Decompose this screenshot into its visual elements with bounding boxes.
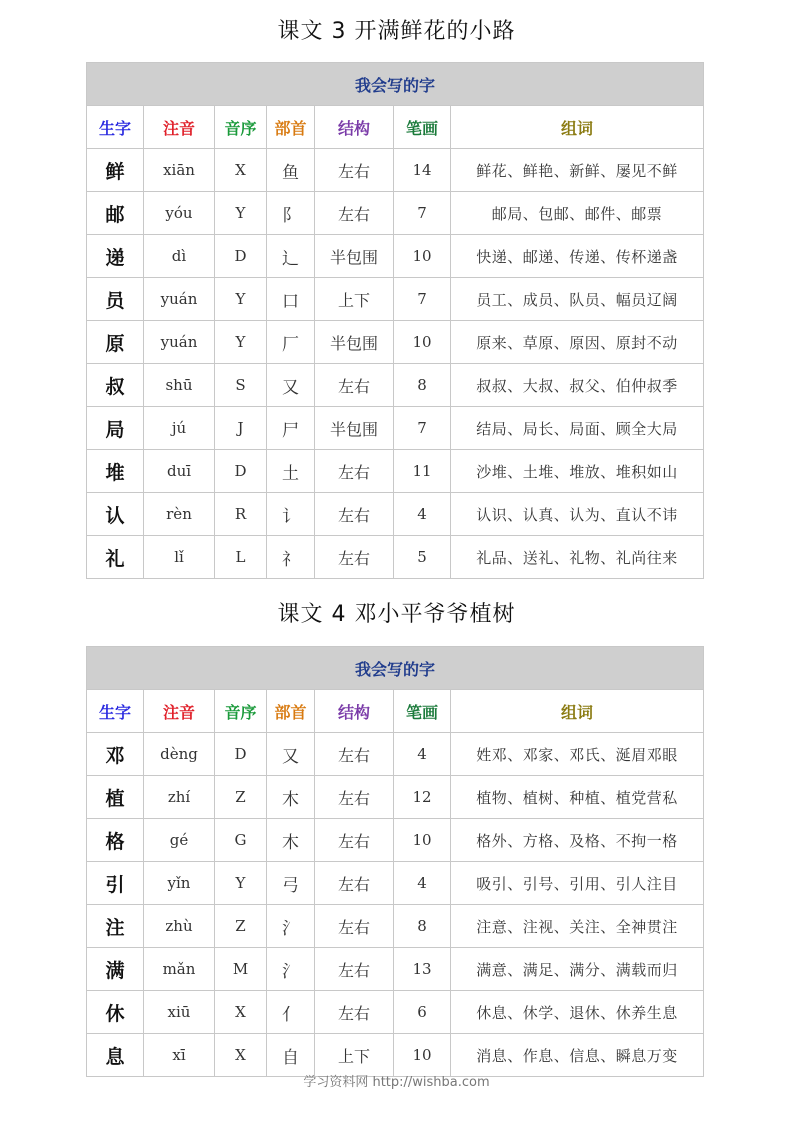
cell-strokes: 13 [394, 948, 451, 991]
table-row [87, 776, 704, 819]
cell-strokes: 7 [394, 192, 451, 235]
cell-strokes: 12 [394, 776, 451, 819]
cell-radical: 亻 [267, 991, 315, 1034]
cell-char: 递 [87, 235, 144, 278]
cell-words: 邮局、包邮、邮件、邮票 [451, 192, 704, 235]
cell-char: 礼 [87, 536, 144, 579]
cell-structure: 左右 [315, 733, 394, 776]
cell-radical: 礻 [267, 536, 315, 579]
table-row [87, 905, 704, 948]
cell-structure: 上下 [315, 278, 394, 321]
cell-char: 堆 [87, 450, 144, 493]
cell-radical: 自 [267, 1034, 315, 1077]
cell-order: S [215, 364, 267, 407]
cell-words: 结局、局长、局面、顾全大局 [451, 407, 704, 450]
column-header-radical: 部首 [267, 106, 315, 149]
cell-pinyin: yuán [144, 321, 215, 364]
cell-structure: 半包围 [315, 235, 394, 278]
cell-radical: 土 [267, 450, 315, 493]
cell-pinyin: jú [144, 407, 215, 450]
table-row [87, 192, 704, 235]
cell-words: 原来、草原、原因、原封不动 [451, 321, 704, 364]
cell-radical: 口 [267, 278, 315, 321]
cell-strokes: 8 [394, 905, 451, 948]
cell-structure: 半包围 [315, 321, 394, 364]
cell-order: Z [215, 776, 267, 819]
cell-words: 休息、休学、退休、休养生息 [451, 991, 704, 1034]
banner-row [87, 647, 704, 690]
cell-strokes: 4 [394, 493, 451, 536]
column-header-order: 音序 [215, 106, 267, 149]
table-row [87, 149, 704, 192]
cell-strokes: 5 [394, 536, 451, 579]
cell-char: 注 [87, 905, 144, 948]
cell-words: 鲜花、鲜艳、新鲜、屡见不鲜 [451, 149, 704, 192]
lesson-4-title: 课文 4 邓小平爷爷植树 [277, 602, 516, 627]
cell-words: 注意、注视、关注、全神贯注 [451, 905, 704, 948]
cell-strokes: 7 [394, 278, 451, 321]
cell-words: 礼品、送礼、礼物、礼尚往来 [451, 536, 704, 579]
cell-char: 邓 [87, 733, 144, 776]
cell-order: D [215, 235, 267, 278]
cell-strokes: 6 [394, 991, 451, 1034]
cell-strokes: 4 [394, 733, 451, 776]
lesson-3-table [86, 62, 704, 579]
cell-pinyin: yóu [144, 192, 215, 235]
lesson-4-table [86, 646, 704, 1077]
cell-char: 息 [87, 1034, 144, 1077]
cell-words: 沙堆、土堆、堆放、堆积如山 [451, 450, 704, 493]
cell-words: 员工、成员、队员、幅员辽阔 [451, 278, 704, 321]
cell-char: 原 [87, 321, 144, 364]
header-row [87, 106, 704, 149]
cell-radical: 阝 [267, 192, 315, 235]
cell-structure: 左右 [315, 493, 394, 536]
cell-order: D [215, 450, 267, 493]
cell-structure: 左右 [315, 450, 394, 493]
cell-strokes: 14 [394, 149, 451, 192]
banner-row [87, 63, 704, 106]
cell-order: X [215, 1034, 267, 1077]
cell-pinyin: rèn [144, 493, 215, 536]
column-header-char: 生字 [87, 690, 144, 733]
table-row [87, 493, 704, 536]
column-header-pinyin: 注音 [144, 690, 215, 733]
cell-order: Y [215, 192, 267, 235]
cell-char: 植 [87, 776, 144, 819]
footer-watermark: 学习资料网 http://wishba.com [303, 1075, 490, 1090]
cell-words: 满意、满足、满分、满载而归 [451, 948, 704, 991]
cell-pinyin: zhí [144, 776, 215, 819]
cell-structure: 左右 [315, 149, 394, 192]
cell-strokes: 10 [394, 321, 451, 364]
cell-structure: 左右 [315, 948, 394, 991]
cell-char: 引 [87, 862, 144, 905]
table-row [87, 991, 704, 1034]
cell-order: R [215, 493, 267, 536]
cell-radical: 又 [267, 364, 315, 407]
cell-structure: 左右 [315, 192, 394, 235]
cell-words: 植物、植树、种植、植党营私 [451, 776, 704, 819]
cell-structure: 左右 [315, 905, 394, 948]
cell-radical: 又 [267, 733, 315, 776]
cell-char: 鲜 [87, 149, 144, 192]
cell-pinyin: yǐn [144, 862, 215, 905]
cell-strokes: 10 [394, 235, 451, 278]
cell-order: L [215, 536, 267, 579]
cell-radical: 厂 [267, 321, 315, 364]
table-row [87, 278, 704, 321]
cell-order: Y [215, 278, 267, 321]
cell-order: M [215, 948, 267, 991]
cell-radical: 讠 [267, 493, 315, 536]
cell-char: 认 [87, 493, 144, 536]
cell-structure: 左右 [315, 776, 394, 819]
header-row [87, 690, 704, 733]
cell-structure: 左右 [315, 819, 394, 862]
column-header-words: 组词 [451, 106, 704, 149]
cell-radical: 尸 [267, 407, 315, 450]
cell-pinyin: xiān [144, 149, 215, 192]
cell-char: 局 [87, 407, 144, 450]
cell-structure: 左右 [315, 364, 394, 407]
cell-structure: 左右 [315, 991, 394, 1034]
table-row [87, 450, 704, 493]
column-header-radical: 部首 [267, 690, 315, 733]
cell-pinyin: lǐ [144, 536, 215, 579]
cell-pinyin: zhù [144, 905, 215, 948]
cell-order: J [215, 407, 267, 450]
cell-radical: 木 [267, 776, 315, 819]
cell-order: D [215, 733, 267, 776]
column-header-structure: 结构 [315, 106, 394, 149]
cell-order: Z [215, 905, 267, 948]
table-row [87, 948, 704, 991]
table-row [87, 862, 704, 905]
cell-strokes: 11 [394, 450, 451, 493]
column-header-strokes: 笔画 [394, 690, 451, 733]
cell-structure: 半包围 [315, 407, 394, 450]
cell-strokes: 10 [394, 1034, 451, 1077]
cell-radical: 辶 [267, 235, 315, 278]
column-header-pinyin: 注音 [144, 106, 215, 149]
cell-char: 满 [87, 948, 144, 991]
cell-structure: 左右 [315, 862, 394, 905]
cell-char: 员 [87, 278, 144, 321]
cell-words: 吸引、引号、引用、引人注目 [451, 862, 704, 905]
cell-pinyin: xiū [144, 991, 215, 1034]
cell-pinyin: duī [144, 450, 215, 493]
table-banner: 我会写的字 [87, 63, 704, 106]
cell-radical: 木 [267, 819, 315, 862]
table-row [87, 364, 704, 407]
cell-radical: 弓 [267, 862, 315, 905]
cell-words: 姓邓、邓家、邓氏、涎眉邓眼 [451, 733, 704, 776]
cell-char: 叔 [87, 364, 144, 407]
cell-words: 认识、认真、认为、直认不讳 [451, 493, 704, 536]
table-row [87, 321, 704, 364]
table-row [87, 733, 704, 776]
cell-words: 格外、方格、及格、不拘一格 [451, 819, 704, 862]
cell-words: 叔叔、大叔、叔父、伯仲叔季 [451, 364, 704, 407]
cell-radical: 氵 [267, 948, 315, 991]
column-header-strokes: 笔画 [394, 106, 451, 149]
cell-strokes: 10 [394, 819, 451, 862]
column-header-char: 生字 [87, 106, 144, 149]
cell-structure: 上下 [315, 1034, 394, 1077]
cell-order: X [215, 149, 267, 192]
table-row [87, 536, 704, 579]
cell-strokes: 4 [394, 862, 451, 905]
cell-pinyin: gé [144, 819, 215, 862]
cell-strokes: 8 [394, 364, 451, 407]
cell-char: 格 [87, 819, 144, 862]
cell-words: 快递、邮递、传递、传杯递盏 [451, 235, 704, 278]
cell-words: 消息、作息、信息、瞬息万变 [451, 1034, 704, 1077]
column-header-order: 音序 [215, 690, 267, 733]
cell-order: G [215, 819, 267, 862]
cell-structure: 左右 [315, 536, 394, 579]
table-row [87, 235, 704, 278]
column-header-words: 组词 [451, 690, 704, 733]
table-row [87, 407, 704, 450]
table-row [87, 819, 704, 862]
cell-char: 邮 [87, 192, 144, 235]
column-header-structure: 结构 [315, 690, 394, 733]
cell-char: 休 [87, 991, 144, 1034]
cell-order: Y [215, 321, 267, 364]
cell-pinyin: yuán [144, 278, 215, 321]
cell-pinyin: dì [144, 235, 215, 278]
cell-pinyin: mǎn [144, 948, 215, 991]
cell-radical: 氵 [267, 905, 315, 948]
cell-pinyin: dèng [144, 733, 215, 776]
cell-pinyin: xī [144, 1034, 215, 1077]
cell-strokes: 7 [394, 407, 451, 450]
cell-order: Y [215, 862, 267, 905]
cell-radical: 鱼 [267, 149, 315, 192]
cell-order: X [215, 991, 267, 1034]
lesson-3-title: 课文 3 开满鲜花的小路 [277, 19, 516, 44]
table-banner: 我会写的字 [87, 647, 704, 690]
cell-pinyin: shū [144, 364, 215, 407]
